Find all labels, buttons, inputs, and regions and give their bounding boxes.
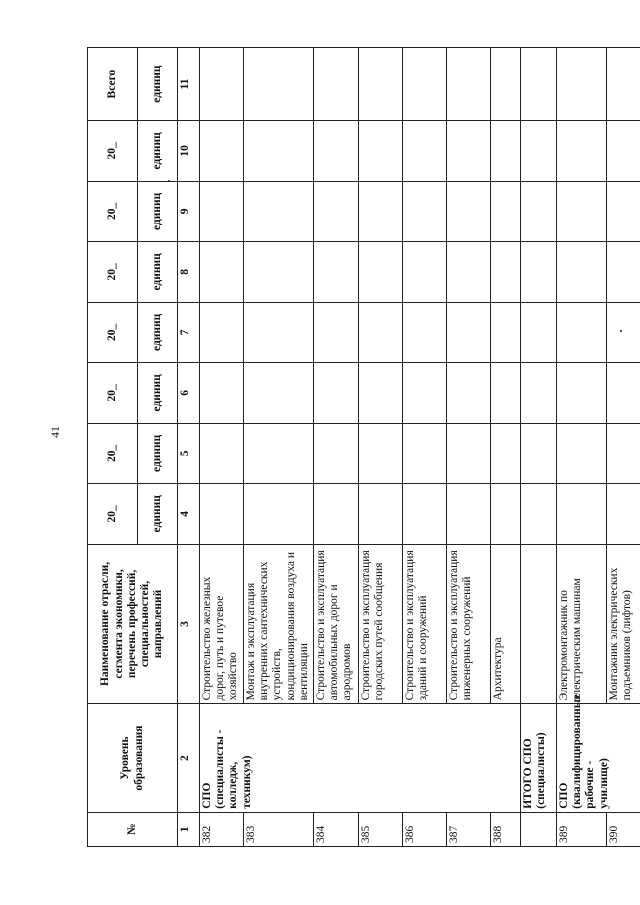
row-level: СПО (квалифицированные рабочие - училище)	[557, 704, 640, 812]
column-number-row	[178, 48, 200, 847]
header-unit: единиц	[138, 484, 178, 544]
col-number: 7	[178, 302, 200, 362]
row-level: СПО (специалисты - колледж, техникум)	[200, 704, 521, 812]
row-name	[521, 544, 557, 704]
page-number: 41	[48, 426, 62, 438]
col-number: 1	[178, 812, 200, 846]
header-level: Уровень образования	[88, 704, 178, 812]
header-unit: единиц	[138, 121, 178, 181]
row-no: 389	[557, 812, 607, 846]
header-year: 20_	[88, 121, 138, 181]
header-unit: единиц	[138, 181, 178, 241]
header-no: №	[88, 812, 178, 846]
header-unit: единиц	[138, 423, 178, 483]
row-level: ИТОГО СПО (специалисты)	[521, 704, 557, 812]
header-year: 20_	[88, 302, 138, 362]
rotated-table-container	[87, 47, 634, 847]
table-row	[557, 48, 607, 847]
header-unit: единиц	[138, 363, 178, 423]
row-no: 387	[447, 812, 491, 846]
col-number: 6	[178, 363, 200, 423]
header-year: 20_	[88, 242, 138, 302]
row-no: 385	[359, 812, 403, 846]
row-name: Строительство и эксплуатация городских путей сообщения	[359, 544, 403, 704]
col-number: 9	[178, 181, 200, 241]
col-number: 2	[178, 704, 200, 812]
row-no	[521, 812, 557, 846]
row-no: 383	[244, 812, 314, 846]
row-name: Строительство и эксплуатация инженерных сооружений	[447, 544, 491, 704]
row-name: Строительство и эксплуатация зданий и сооружений	[403, 544, 447, 704]
row-name: Архитектура	[491, 544, 521, 704]
row-no: 388	[491, 812, 521, 846]
header-year: 20_	[88, 423, 138, 483]
row-no: 386	[403, 812, 447, 846]
header-total: Всего	[88, 48, 138, 121]
row-name: Монтаж и эксплуатация внутренних сантехнических устройств, кондиционирования воздуха и вентиляции	[244, 544, 314, 704]
header-unit: единиц	[138, 302, 178, 362]
header-year: 20_	[88, 181, 138, 241]
row-name: Электромонтажник по электрическим машинам	[557, 544, 607, 704]
col-number: 5	[178, 423, 200, 483]
row-no: 382	[200, 812, 244, 846]
header-row-1	[88, 48, 138, 847]
table-row	[200, 48, 244, 847]
row-no: 384	[314, 812, 359, 846]
row-name: Монтажник электрических подъемников (лифтов)	[607, 544, 640, 704]
header-name: Наименование отрасли, сегмента экономики, перечень профессий, специальностей, направлений	[88, 544, 178, 704]
col-number: 8	[178, 242, 200, 302]
row-name: Строительство железных дорог, путь и путевое хозяйство	[200, 544, 244, 704]
education-table	[87, 47, 640, 847]
header-year: 20_	[88, 484, 138, 544]
header-total-unit: единиц	[138, 48, 178, 121]
total-row	[521, 48, 557, 847]
col-number: 4	[178, 484, 200, 544]
col-number: 10	[178, 121, 200, 181]
col-number: 11	[178, 48, 200, 121]
row-name: Строительство и эксплуатация автомобильных дорог и аэродромов	[314, 544, 359, 704]
row-no: 390	[607, 812, 640, 846]
header-year: 20_	[88, 363, 138, 423]
header-unit: единиц	[138, 242, 178, 302]
col-number: 3	[178, 544, 200, 704]
